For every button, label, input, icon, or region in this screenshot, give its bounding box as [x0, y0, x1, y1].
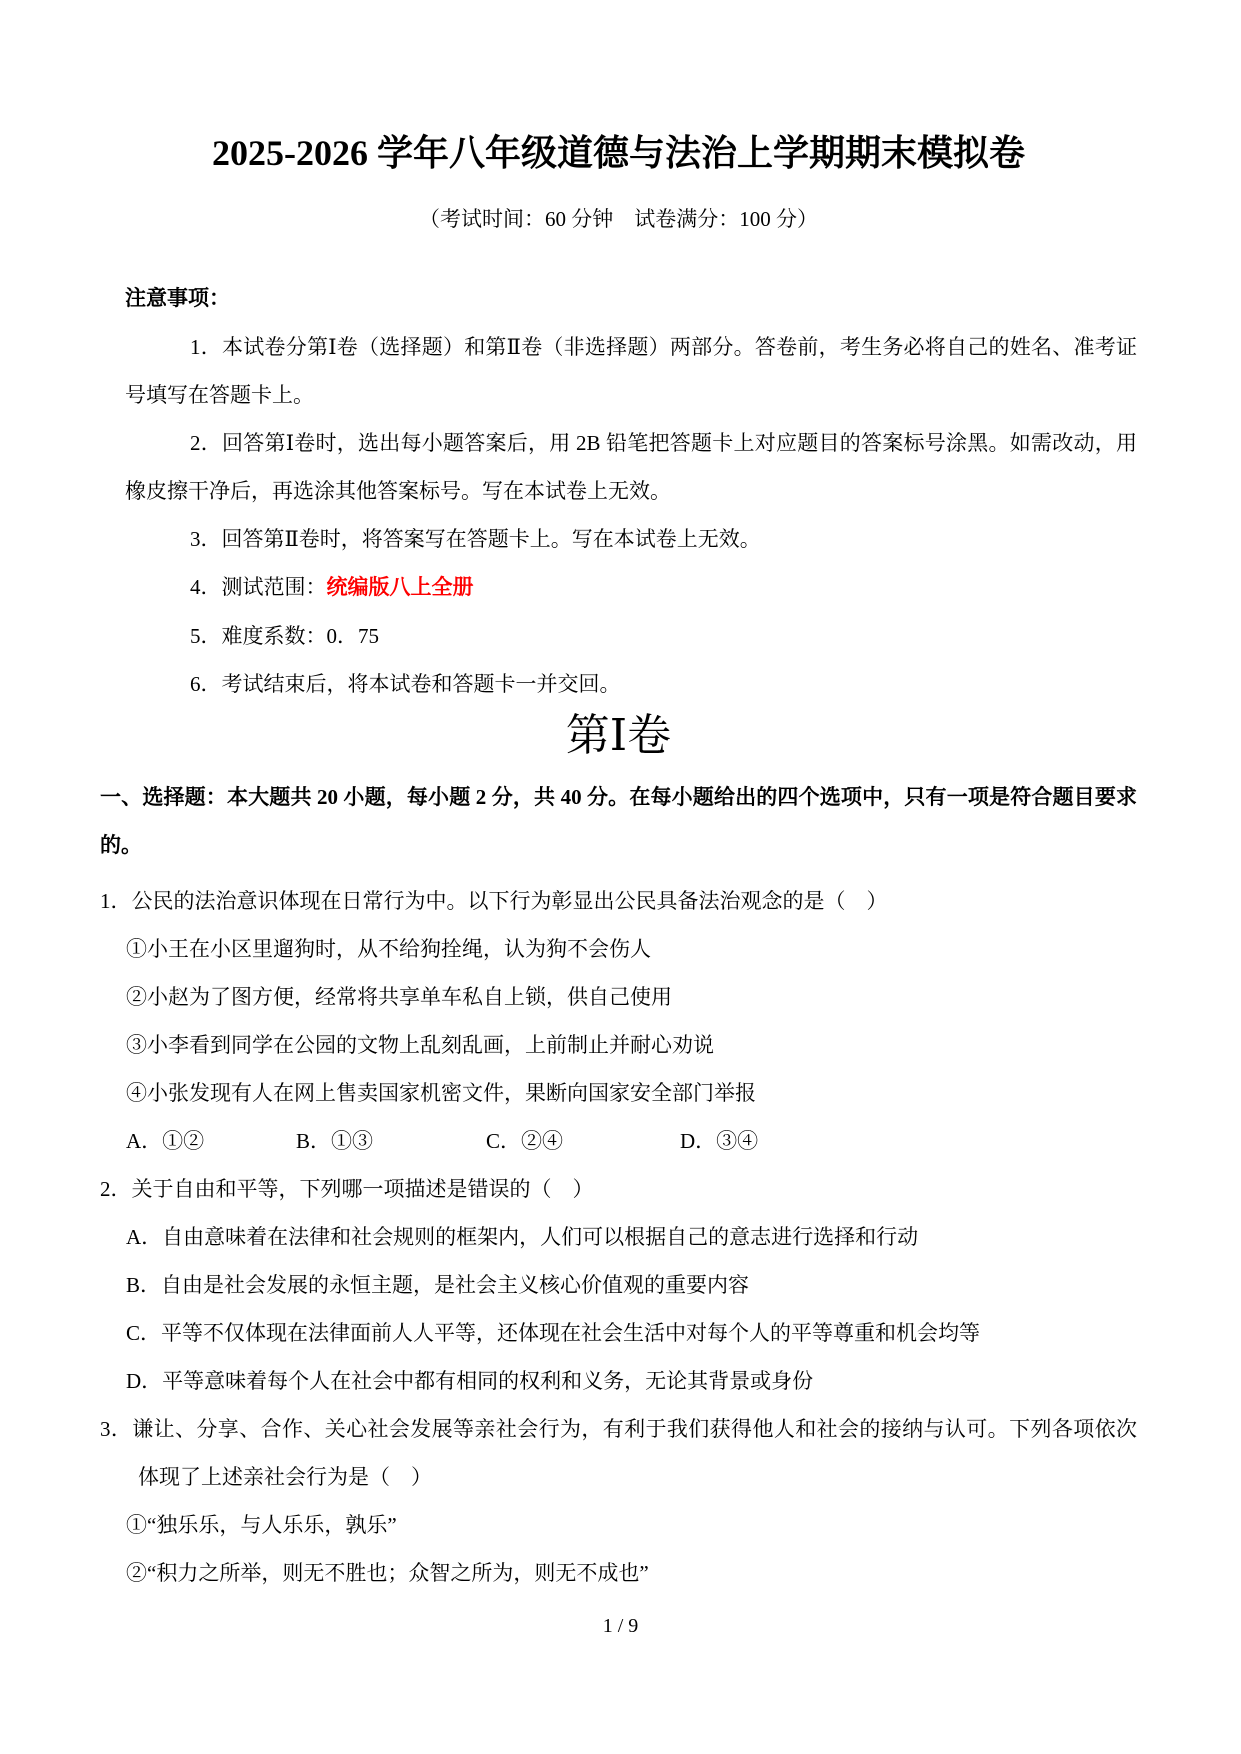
question-3 [100, 1405, 1137, 1597]
section1-intro: 一、选择题：本大题共 20 小题，每小题 2 分，共 40 分。在每小题给出的四个选项中，只有一项是符合题目要求的。 [100, 784, 1137, 857]
exam-subtitle: （考试时间：60 分钟 试卷满分：100 分） [419, 207, 818, 232]
question-1-choice-a: A．①② [126, 1128, 205, 1153]
page-number: 1 / 9 [602, 1615, 639, 1637]
question-2-option-c: C．平等不仅体现在法律面前人人平等，还体现在社会生活中对每个人的平等尊重和机会均等 [126, 1320, 981, 1345]
question-1-choice-b: B．①③ [296, 1128, 374, 1153]
question-3-statement-1: ①“独乐乐，与人乐乐，孰乐” [126, 1512, 397, 1537]
question-2-option-b: B．自由是社会发展的永恒主题，是社会主义核心价值观的重要内容 [126, 1272, 750, 1297]
question-1-choices [126, 1117, 1137, 1165]
exam-title: 2025-2026 学年八年级道德与法治上学期期末模拟卷 [212, 133, 1025, 173]
question-2-option-d: D．平等意味着每个人在社会中都有相同的权利和义务，无论其背景或身份 [126, 1368, 814, 1393]
notice-item-5: 5．难度系数：0．75 [190, 623, 379, 648]
question-1-statement-1: ①小王在小区里遛狗时，从不给狗拴绳，认为狗不会伤人 [126, 936, 651, 961]
notice-item-2: 2．回答第Ⅰ卷时，选出每小题答案后，用 2B 铅笔把答题卡上对应题目的答案标号涂黑。如需改动，用橡皮擦干净后，再选涂其他答案标号。写在本试卷上无效。 [125, 430, 1137, 503]
question-3-stem: 3．谦让、分享、合作、关心社会发展等亲社会行为，有利于我们获得他人和社会的接纳与认可。下列各项依次体现了上述亲社会行为是（ ） [100, 1416, 1137, 1489]
question-2-option-a: A．自由意味着在法律和社会规则的框架内，人们可以根据自己的意志进行选择和行动 [126, 1224, 919, 1249]
question-1-statement-4: ④小张发现有人在网上售卖国家机密文件，果断向国家安全部门举报 [126, 1080, 756, 1105]
question-2-stem: 2．关于自由和平等，下列哪一项描述是错误的（ ） [100, 1176, 594, 1201]
question-1 [100, 877, 1137, 1165]
question-1-statement-3: ③小李看到同学在公园的文物上乱刻乱画，上前制止并耐心劝说 [126, 1032, 714, 1057]
notice-item-6: 6．考试结束后，将本试卷和答题卡一并交回。 [190, 671, 621, 696]
question-1-choice-d: D．③④ [680, 1128, 759, 1153]
notices-section [125, 275, 1137, 708]
question-1-statement-2: ②小赵为了图方便，经常将共享单车私自上锁，供自己使用 [126, 984, 672, 1009]
notice-item-4 [125, 563, 1137, 612]
notice-item-4-test-scope: 统编版八上全册 [326, 575, 474, 599]
notice-item-3: 3．回答第Ⅱ卷时，将答案写在答题卡上。写在本试卷上无效。 [190, 526, 761, 551]
question-3-statement-2: ②“积力之所举，则无不胜也；众智之所为，则无不成也” [126, 1560, 649, 1585]
question-2 [100, 1165, 1137, 1405]
notices-heading: 注意事项： [125, 286, 230, 310]
question-1-choice-c: C．②④ [486, 1128, 564, 1153]
notice-item-4-label: 4．测试范围： [190, 574, 327, 599]
question-list [100, 877, 1137, 1597]
notice-item-1: 1．本试卷分第Ⅰ卷（选择题）和第Ⅱ卷（非选择题）两部分。答卷前，考生务必将自己的姓名、准考证号填写在答题卡上。 [125, 334, 1137, 407]
part1-heading: 第Ⅰ卷 [565, 710, 672, 760]
question-1-stem: 1．公民的法治意识体现在日常行为中。以下行为彰显出公民具备法治观念的是（ ） [100, 888, 888, 913]
